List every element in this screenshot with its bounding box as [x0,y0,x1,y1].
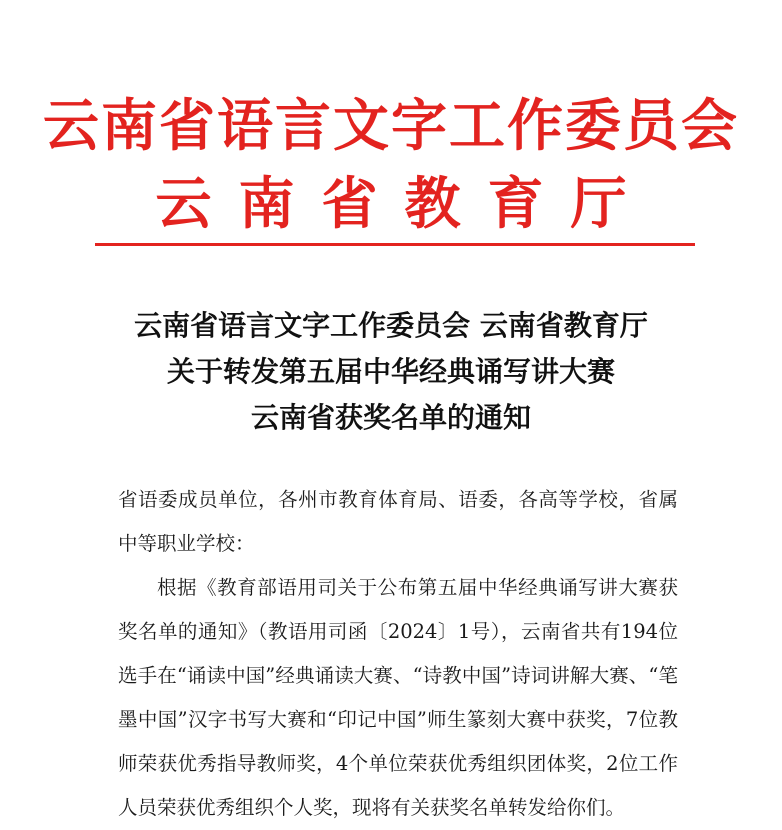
title-line-1: 云南省语言文字工作委员会 云南省教育厅 [134,309,648,342]
document-title [0,303,782,441]
addressee: 省语委成员单位，各州市教育体育局、语委，各高等学校，省属中等职业学校： [118,488,678,555]
title-line-3: 云南省获奖名单的通知 [250,401,531,434]
letterhead-issuer-2: 云南省教育厅 [155,171,654,237]
document-body [118,478,678,830]
title-line-2: 关于转发第五届中华经典诵写讲大赛 [166,355,615,388]
letterhead-divider [95,243,695,246]
body-paragraph: 根据《教育部语用司关于公布第五届中华经典诵写讲大赛获奖名单的通知》（教语用司函〔2024〕1号），云南省共有194位选手在“诵读中国”经典诵读大赛、“诗教中国”诗词讲解大赛、“笔墨中国”汉字书写大赛和“印记中国”师生篆刻大赛中获奖，7位教师荣获优秀指导教师奖，4个单位荣获优秀组织团体奖，2位工作人员荣获优秀组织个人奖，现将有关获奖名单转发给你们。 [118,576,678,819]
letterhead-issuer-1: 云南省语言文字工作委员会 [43,93,739,159]
